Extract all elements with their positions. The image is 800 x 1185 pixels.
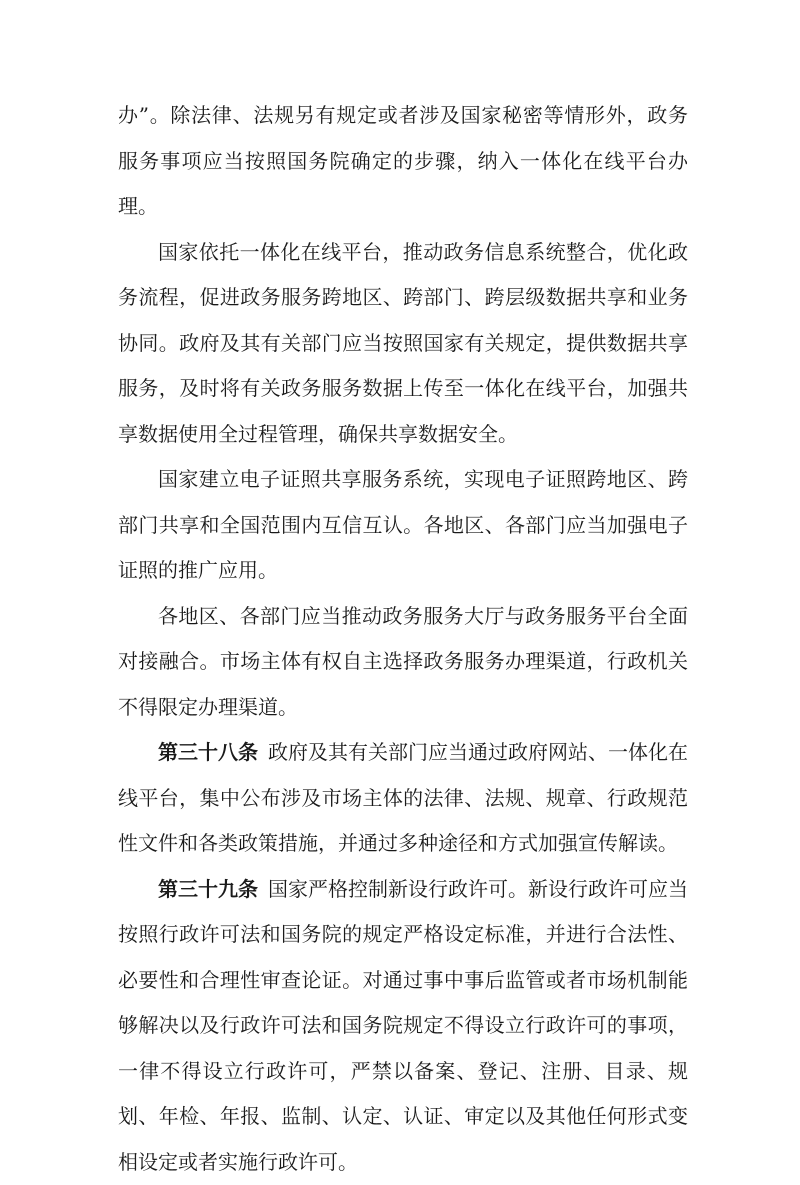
paragraph-service-hall bbox=[118, 594, 688, 731]
article-number: 第三十八条 bbox=[158, 740, 258, 764]
paragraph-text: 国家依托一体化在线平台，推动政务信息系统整合，优化政务流程，促进政务服务跨地区、跨部门、跨层级数据共享和业务协同。政府及其有关部门应当按照国家有关规定，提供数据共享服务，及时将有关政务服务数据上传至一体化在线平台，加强共享数据使用全过程管理，确保共享数据安全。 bbox=[118, 240, 688, 446]
document-body bbox=[118, 93, 688, 1185]
article-38 bbox=[118, 730, 688, 867]
paragraph-text: 国家建立电子证照共享服务系统，实现电子证照跨地区、跨部门共享和全国范围内互信互认。各地区、各部门应当加强电子证照的推广应用。 bbox=[118, 467, 688, 582]
article-text: 国家严格控制新设行政许可。新设行政许可应当按照行政许可法和国务院的规定严格设定标准，并进行合法性、必要性和合理性审查论证。对通过事中事后监管或者市场机制能够解决以及行政许可法和国务院规定不得设立行政许可的事项，一律不得设立行政许可，严禁以备案、登记、注册、目录、规划、年检、年报、监制、认定、认证、审定以及其他任何形式变相设定或者实施行政许可。 bbox=[118, 877, 688, 1174]
article-text: 政府及其有关部门应当通过政府网站、一体化在线平台，集中公布涉及市场主体的法律、法规、规章、行政规范性文件和各类政策措施，并通过多种途径和方式加强宣传解读。 bbox=[118, 740, 688, 855]
article-number: 第三十九条 bbox=[158, 877, 258, 901]
paragraph-text: 各地区、各部门应当推动政务服务大厅与政务服务平台全面对接融合。市场主体有权自主选择政务服务办理渠道，行政机关不得限定办理渠道。 bbox=[118, 604, 688, 719]
paragraph-text: 办”。除法律、法规另有规定或者涉及国家秘密等情形外，政务服务事项应当按照国务院确定的步骤，纳入一体化在线平台办理。 bbox=[118, 103, 688, 218]
paragraph-electronic-license bbox=[118, 457, 688, 594]
paragraph-data-sharing bbox=[118, 230, 688, 458]
paragraph-continuation bbox=[118, 93, 688, 230]
article-39 bbox=[118, 867, 688, 1185]
